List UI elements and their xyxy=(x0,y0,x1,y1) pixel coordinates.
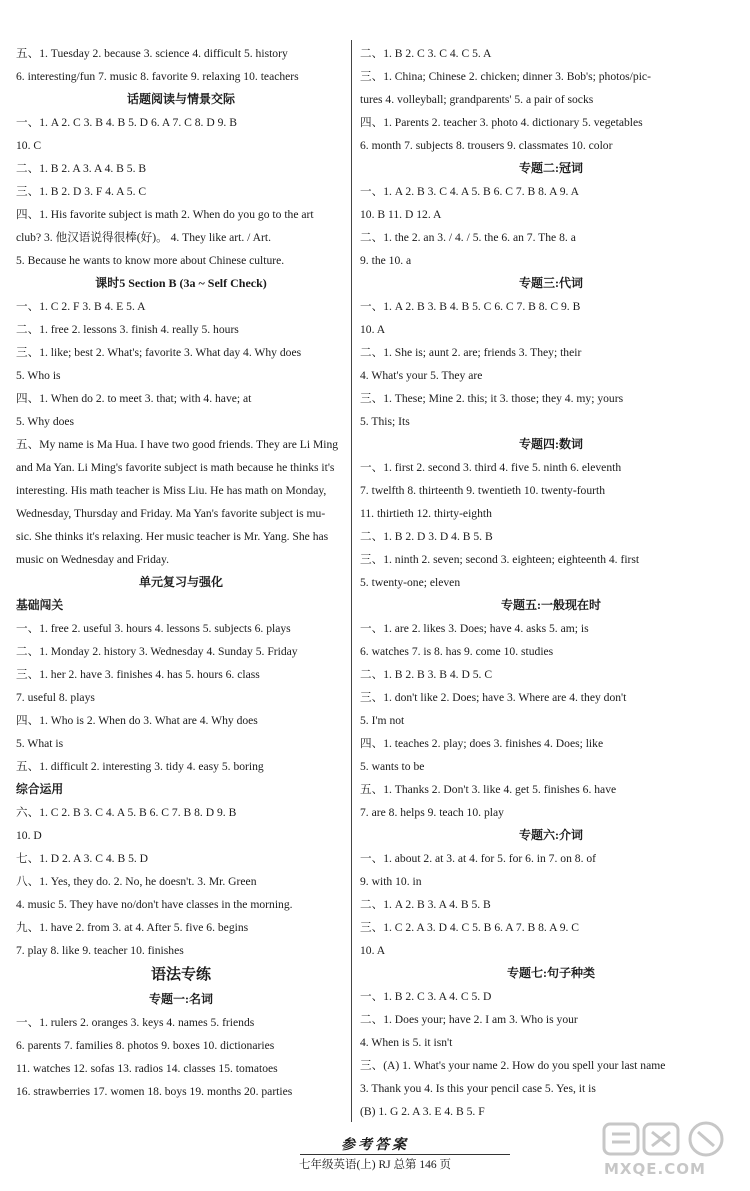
answer-line: 三、1. don't like 2. Does; have 3. Where are 4. they don't xyxy=(360,691,627,704)
answer-line: 二、1. She is; aunt 2. are; friends 3. They; their xyxy=(360,346,582,359)
footer-rule xyxy=(300,1154,510,1155)
answer-line: 7. useful 8. plays xyxy=(16,691,95,704)
section-heading: 单元复习与强化 xyxy=(138,575,223,589)
answer-line: 4. When is 5. it isn't xyxy=(360,1036,453,1049)
footer-title: 参考答案 xyxy=(341,1138,409,1153)
answer-line: 10. B 11. D 12. A xyxy=(360,208,442,221)
section-heading: 专题四:数词 xyxy=(519,437,583,451)
answer-line: 一、1. A 2. B 3. C 4. A 5. B 6. C 7. B 8. A 9. A xyxy=(360,185,580,198)
section-big: 语法专练 xyxy=(150,967,211,983)
answer-line: 10. A xyxy=(360,323,386,336)
answer-line: 四、1. Parents 2. teacher 3. photo 4. dictionary 5. vegetables xyxy=(360,116,643,129)
answer-line: 九、1. have 2. from 3. at 4. After 5. five 6. begins xyxy=(16,921,249,934)
section-heading: 专题三:代词 xyxy=(519,276,583,290)
answer-line: 4. What's your 5. They are xyxy=(360,369,483,382)
answer-line: 6. month 7. subjects 8. trousers 9. classmates 10. color xyxy=(360,139,613,152)
answer-line: 二、1. B 2. C 3. C 4. C 5. A xyxy=(360,47,492,60)
section-heading: 专题一:名词 xyxy=(149,992,213,1006)
answer-line: 三、1. like; best 2. What's; favorite 3. What day 4. Why does xyxy=(16,346,302,359)
answer-line: 二、1. B 2. D 3. D 4. B 5. B xyxy=(360,530,493,543)
answer-line: 10. D xyxy=(16,829,42,842)
answer-line: 11. thirtieth 12. thirty-eighth xyxy=(360,507,492,520)
answer-line: 一、1. A 2. B 3. B 4. B 5. C 6. C 7. B 8. C 9. B xyxy=(360,300,581,313)
answer-line: 7. twelfth 8. thirteenth 9. twentieth 10. twenty-fourth xyxy=(360,484,606,497)
answer-line: 三、1. China; Chinese 2. chicken; dinner 3. Bob's; photos/pic- xyxy=(360,70,651,83)
answer-line: tures 4. volleyball; grandparents' 5. a pair of socks xyxy=(360,93,594,106)
section-heading: 专题六:介词 xyxy=(519,828,583,842)
answer-line: 三、1. These; Mine 2. this; it 3. those; they 4. my; yours xyxy=(360,392,624,405)
watermark-text: MXQE.COM xyxy=(604,1160,706,1178)
answer-line: 四、1. teaches 2. play; does 3. finishes 4. Does; like xyxy=(360,737,604,750)
section-heading: 专题二:冠词 xyxy=(519,161,583,175)
answer-line: 三、1. C 2. A 3. D 4. C 5. B 6. A 7. B 8. A 9. C xyxy=(360,921,580,934)
answer-line: (B) 1. G 2. A 3. E 4. B 5. F xyxy=(360,1105,485,1118)
answer-line: 10. A xyxy=(360,944,386,957)
answer-line: 七、1. D 2. A 3. C 4. B 5. D xyxy=(16,852,149,865)
answer-line: 二、1. B 2. B 3. B 4. D 5. C xyxy=(360,668,493,681)
answer-line: club? 3. 他汉语说得很棒(好)。 4. They like art. / Art. xyxy=(16,231,272,244)
answer-line: 7. play 8. like 9. teacher 10. finishes xyxy=(16,944,184,957)
answer-line: 5. Because he wants to know more about Chinese culture. xyxy=(16,254,285,267)
answer-line: 二、1. B 2. A 3. A 4. B 5. B xyxy=(16,162,147,175)
answer-line: Wednesday, Thursday and Friday. Ma Yan's favorite subject is mu- xyxy=(16,507,326,520)
answer-line: 一、1. rulers 2. oranges 3. keys 4. names 5. friends xyxy=(16,1016,255,1029)
right-column xyxy=(360,42,742,1123)
answer-line: 6. interesting/fun 7. music 8. favorite 9. relaxing 10. teachers xyxy=(16,70,299,83)
answer-line: 三、1. her 2. have 3. finishes 4. has 5. hours 6. class xyxy=(16,668,260,681)
answer-line: 六、1. C 2. B 3. C 4. A 5. B 6. C 7. B 8. D 9. B xyxy=(16,806,237,819)
answer-line: 一、1. B 2. C 3. A 4. C 5. D xyxy=(360,990,492,1003)
answer-line: 6. parents 7. families 8. photos 9. boxes 10. dictionaries xyxy=(16,1039,275,1052)
answer-line: 一、1. first 2. second 3. third 4. five 5. ninth 6. eleventh xyxy=(360,461,622,474)
answer-line: 四、1. His favorite subject is math 2. When do you go to the art xyxy=(16,208,314,221)
answer-line: 3. Thank you 4. Is this your pencil case 5. Yes, it is xyxy=(360,1082,596,1095)
section-heading: 课时5 Section B (3a ~ Self Check) xyxy=(95,276,267,290)
answer-line: 10. C xyxy=(16,139,42,152)
column-divider xyxy=(351,40,352,1122)
section-subheading: 基础闯关 xyxy=(16,598,64,612)
answer-line: music on Wednesday and Friday. xyxy=(16,553,169,566)
answer-line: 5. I'm not xyxy=(360,714,405,727)
answer-line: 五、1. Thanks 2. Don't 3. like 4. get 5. finishes 6. have xyxy=(360,783,617,796)
answer-line: 四、1. Who is 2. When do 3. What are 4. Why does xyxy=(16,714,258,727)
answer-line: 9. the 10. a xyxy=(360,254,412,267)
answer-line: 五、1. Tuesday 2. because 3. science 4. difficult 5. history xyxy=(16,47,288,60)
answer-line: 5. What is xyxy=(16,737,64,750)
answer-line: 7. are 8. helps 9. teach 10. play xyxy=(360,806,504,819)
answer-line: 二、1. Does your; have 2. I am 3. Who is your xyxy=(360,1013,578,1026)
section-heading: 专题五:一般现在时 xyxy=(501,598,601,612)
answer-line: 一、1. free 2. useful 3. hours 4. lessons 5. subjects 6. plays xyxy=(16,622,291,635)
section-heading: 话题阅读与情景交际 xyxy=(126,92,235,106)
answer-line: 一、1. are 2. likes 3. Does; have 4. asks 5. am; is xyxy=(360,622,589,635)
answer-line: sic. She thinks it's relaxing. Her music teacher is Mr. Yang. She has xyxy=(16,530,329,543)
answer-line: 五、My name is Ma Hua. I have two good friends. They are Li Ming xyxy=(16,438,339,451)
answer-line: 三、(A) 1. What's your name 2. How do you spell your last name xyxy=(360,1059,666,1072)
answer-line: 一、1. A 2. C 3. B 4. B 5. D 6. A 7. C 8. D 9. B xyxy=(16,116,237,129)
answer-line: 三、1. B 2. D 3. F 4. A 5. C xyxy=(16,185,147,198)
answer-line: 16. strawberries 17. women 18. boys 19. months 20. parties xyxy=(16,1085,293,1098)
answer-line: 5. This; Its xyxy=(360,415,410,428)
answer-line: 6. watches 7. is 8. has 9. come 10. studies xyxy=(360,645,554,658)
left-column xyxy=(16,42,346,1103)
answer-line: 9. with 10. in xyxy=(360,875,422,888)
answer-line: 二、1. A 2. B 3. A 4. B 5. B xyxy=(360,898,491,911)
answer-line: 三、1. ninth 2. seven; second 3. eighteen; eighteenth 4. first xyxy=(360,553,640,566)
footer-page-info: 七年级英语(上) RJ 总第 146 页 xyxy=(298,1159,452,1171)
answer-line: 5. twenty-one; eleven xyxy=(360,576,461,589)
answer-line: 一、1. C 2. F 3. B 4. E 5. A xyxy=(16,300,146,313)
watermark-logo xyxy=(598,1120,746,1186)
answer-line: 一、1. about 2. at 3. at 4. for 5. for 6. in 7. on 8. of xyxy=(360,852,597,865)
answer-line: 5. wants to be xyxy=(360,760,425,773)
answer-line: 二、1. the 2. an 3. / 4. / 5. the 6. an 7. The 8. a xyxy=(360,231,576,244)
answer-line: 二、1. Monday 2. history 3. Wednesday 4. Sunday 5. Friday xyxy=(16,645,298,658)
answer-line: 11. watches 12. sofas 13. radios 14. classes 15. tomatoes xyxy=(16,1062,278,1075)
answer-line: 5. Why does xyxy=(16,415,75,428)
answer-line: 二、1. free 2. lessons 3. finish 4. really 5. hours xyxy=(16,323,239,336)
watermark-stamp-icon xyxy=(598,1120,746,1160)
section-subheading: 综合运用 xyxy=(16,782,64,796)
answer-line: 五、1. difficult 2. interesting 3. tidy 4. easy 5. boring xyxy=(16,760,264,773)
answer-line: interesting. His math teacher is Miss Liu. He has math on Monday, xyxy=(16,484,327,497)
section-heading: 专题七:句子种类 xyxy=(507,966,595,980)
answer-line: 4. music 5. They have no/don't have classes in the morning. xyxy=(16,898,293,911)
answer-line: 八、1. Yes, they do. 2. No, he doesn't. 3. Mr. Green xyxy=(16,875,257,888)
answer-line: 四、1. When do 2. to meet 3. that; with 4. have; at xyxy=(16,392,252,405)
answer-line: and Ma Yan. Li Ming's favorite subject is math because he thinks it's xyxy=(16,461,335,474)
answer-line: 5. Who is xyxy=(16,369,61,382)
